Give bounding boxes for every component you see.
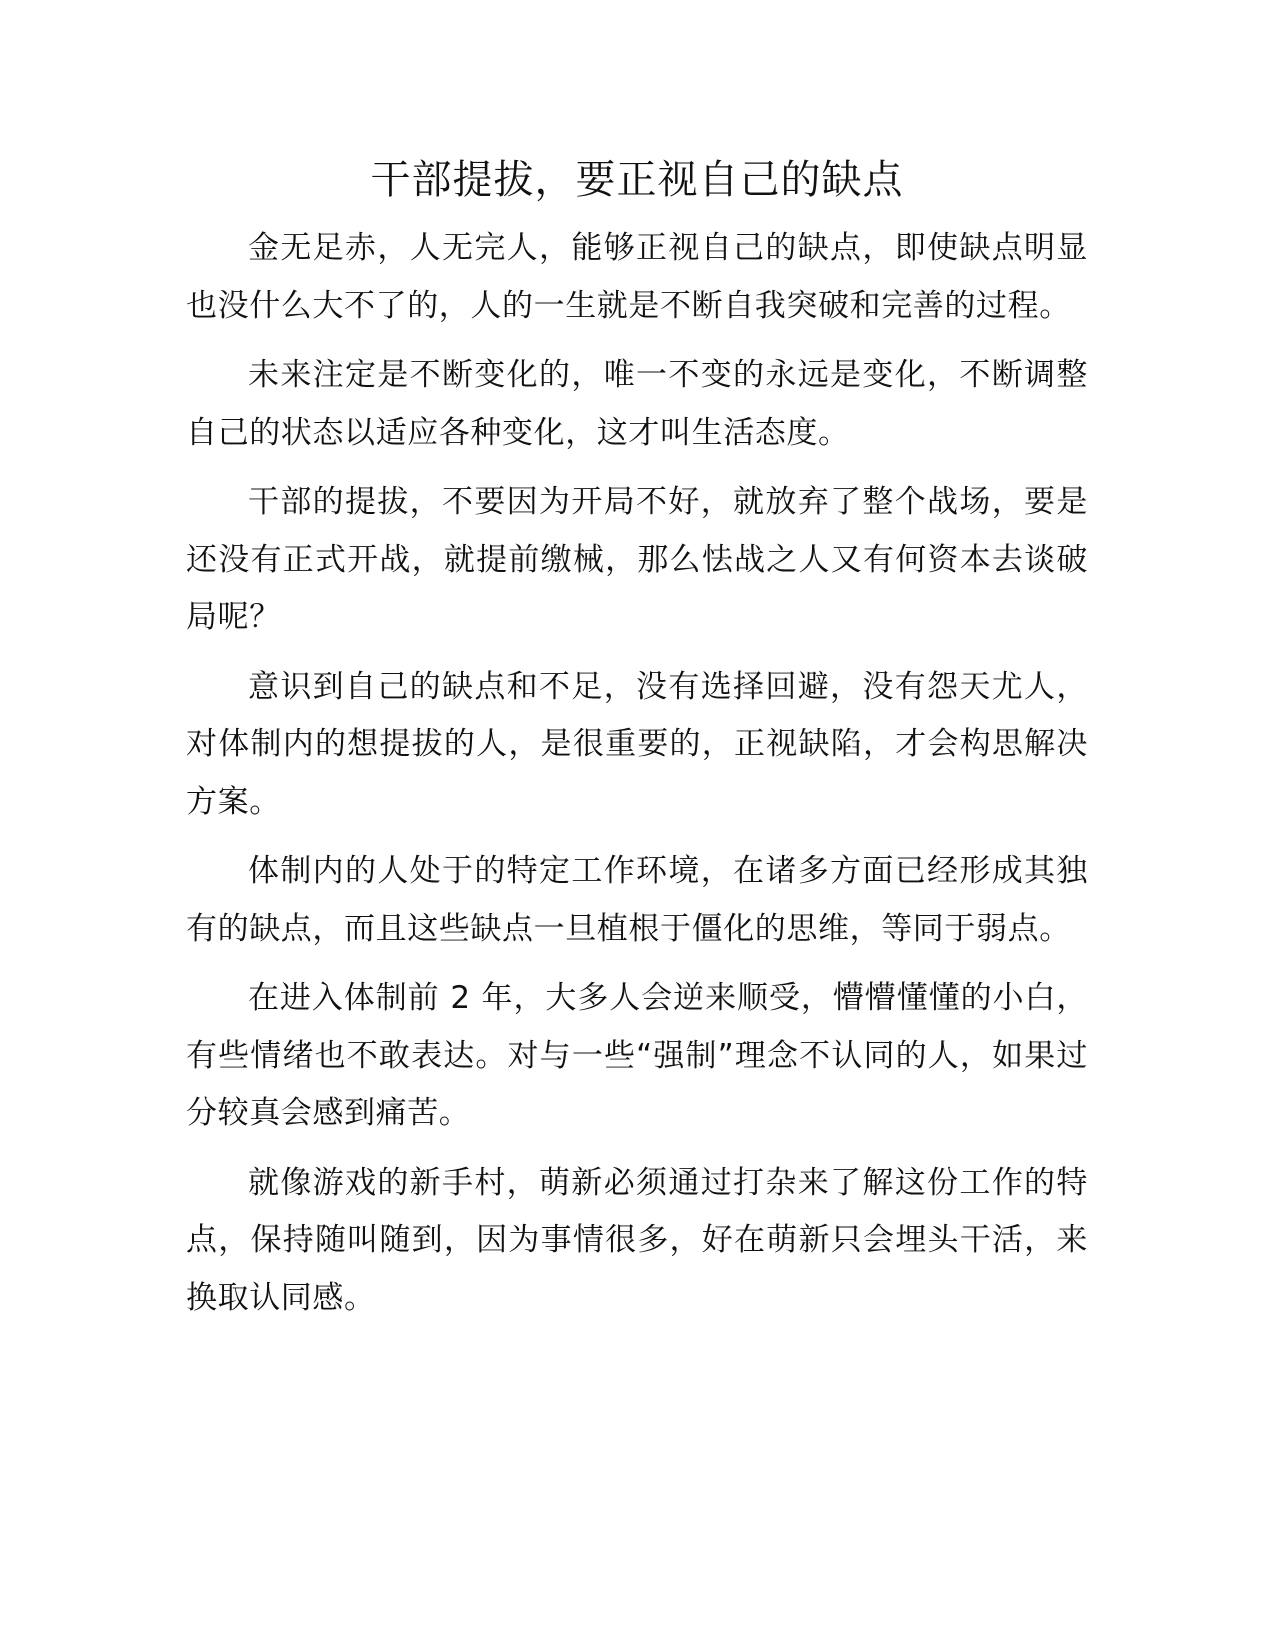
paragraph-6: 在进入体制前 2 年，大多人会逆来顺受，懵懵懂懂的小白，有些情绪也不敢表达。对与一些“强制”理念不认同的人，如果过分较真会感到痛苦。 bbox=[186, 980, 1088, 1131]
paragraph-2: 未来注定是不断变化的，唯一不变的永远是变化，不断调整自己的状态以适应各种变化，这才叫生活态度。 bbox=[186, 357, 1088, 451]
paragraph-4: 意识到自己的缺点和不足，没有选择回避，没有怨天尤人，对体制内的想提拔的人，是很重要的，正视缺陷，才会构思解决方案。 bbox=[186, 668, 1088, 820]
paragraph-5: 体制内的人处于的特定工作环境，在诸多方面已经形成其独有的缺点，而且这些缺点一旦植根于僵化的思维，等同于弱点。 bbox=[186, 853, 1088, 947]
document-body bbox=[186, 150, 1088, 1339]
paragraph-7: 就像游戏的新手村，萌新必须通过打杂来了解这份工作的特点，保持随叫随到，因为事情很多，好在萌新只会埋头干活，来换取认同感。 bbox=[186, 1164, 1088, 1316]
paragraph-3: 干部的提拔，不要因为开局不好，就放弃了整个战场，要是还没有正式开战，就提前缴械，那么怯战之人又有何资本去谈破局呢？ bbox=[186, 484, 1088, 635]
paragraph-1: 金无足赤，人无完人，能够正视自己的缺点，即使缺点明显也没什么大不了的，人的一生就是不断自我突破和完善的过程。 bbox=[186, 230, 1088, 324]
document-title: 干部提拔，要正视自己的缺点 bbox=[370, 157, 904, 203]
